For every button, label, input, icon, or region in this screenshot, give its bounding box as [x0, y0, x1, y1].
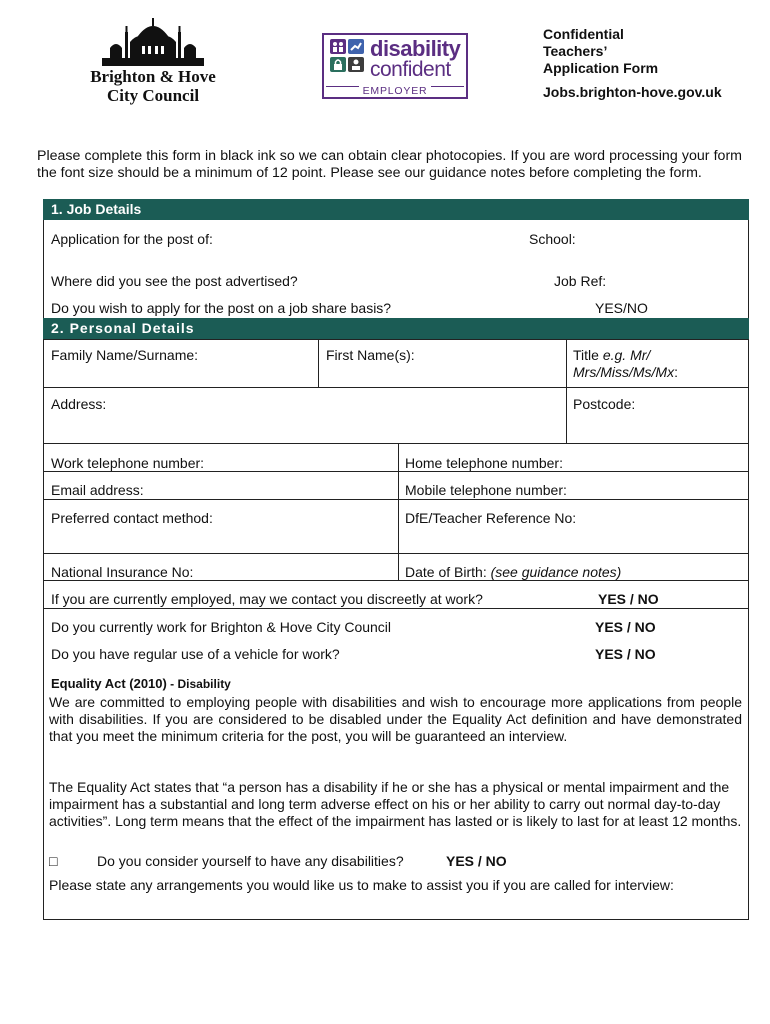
post-field-label: Application for the post of: [51, 231, 213, 247]
disability-confident-logo [322, 33, 468, 99]
vehicle-answer[interactable]: YES / NO [595, 646, 656, 662]
intro-paragraph: Please complete this form in black ink so we can obtain clear photocopies. If you are word processing your form the font size should be a minimum of 12 point. Please see our guidance notes before completing the form. [37, 148, 742, 181]
surname-field-label: Family Name/Surname: [51, 347, 199, 363]
school-field-label: School: [529, 231, 576, 247]
dob-note: (see guidance notes) [490, 564, 622, 580]
title-field-label [573, 347, 650, 364]
dc-employer-label [324, 85, 466, 97]
advertised-field-label: Where did you see the post advertised? [51, 273, 298, 289]
section1-header: 1. Job Details [43, 199, 749, 220]
arrangements-question: Please state any arrangements you would like us to make to assist you if you are called for interview: [49, 877, 674, 893]
col-divider [566, 339, 567, 443]
discreet-question: If you are currently employed, may we contact you discreetly at work? [51, 591, 483, 607]
work-tel-field-label: Work telephone number: [51, 455, 205, 471]
lock-icon [330, 57, 346, 72]
dob-label-text: Date of Birth: [405, 564, 491, 580]
postcode-field-label: Postcode: [573, 396, 636, 412]
divider [43, 499, 749, 500]
title-label-options: Mrs/Miss/Ms/Mx [573, 364, 675, 380]
divider [43, 443, 749, 444]
col-divider [398, 443, 399, 580]
people-icon [330, 39, 346, 54]
form-title-line2: Teachers’ [543, 43, 608, 59]
bhcc-question: Do you currently work for Brighton & Hove City Council [51, 619, 392, 635]
person-icon [348, 57, 364, 72]
dfe-field-label: DfE/Teacher Reference No: [405, 510, 577, 526]
equality-paragraph-2: The Equality Act states that “a person has a disability if he or she has a physical or mental impairment and the impairment has a substantial and long term adverse effect on his or her ability to carry out normal day-to-day activities”. Long term means that the effect of the impairment has lasted or is likely to last for at least 12 months. [49, 779, 742, 829]
jobshare-question: Do you wish to apply for the post on a job share basis? [51, 300, 392, 316]
col-divider [318, 339, 319, 387]
council-logo [78, 18, 228, 110]
pavilion-icon [100, 18, 206, 68]
ni-field-label: National Insurance No: [51, 564, 194, 580]
contact-method-field-label: Preferred contact method: [51, 510, 213, 526]
discreet-answer[interactable]: YES / NO [598, 591, 659, 607]
divider [43, 387, 749, 388]
equality-heading [51, 675, 231, 693]
jobref-field-label: Job Ref: [554, 273, 607, 289]
title-label-text: Title [573, 347, 603, 363]
form-title-line1: Confidential [543, 26, 624, 42]
dob-field-label [405, 564, 621, 581]
mobile-field-label: Mobile telephone number: [405, 482, 567, 498]
title-field-label-cont [573, 364, 678, 381]
jobshare-answer[interactable]: YES/NO [595, 300, 648, 316]
form-title [543, 26, 763, 77]
equality-paragraph-1: We are committed to employing people with disabilities and wish to encourage more applications from people with disabilities. If you are considered to be disabled under the Equality Act definition and have demonstrated that you meet the minimum criteria for the post, you will be guaranteed an interview. [49, 694, 742, 744]
disability-question: Do you consider yourself to have any disabilities? [97, 853, 404, 869]
divider [43, 608, 749, 609]
home-tel-field-label: Home telephone number: [405, 455, 563, 471]
title-label-colon: : [674, 364, 678, 380]
council-name-line2: City Council [106, 86, 200, 105]
bhcc-answer[interactable]: YES / NO [595, 619, 656, 635]
disability-checkbox[interactable]: □ [49, 853, 58, 869]
address-field-label: Address: [51, 396, 107, 412]
title-label-example: e.g. Mr/ [602, 347, 651, 363]
chart-icon [348, 39, 364, 54]
email-field-label: Email address: [51, 482, 144, 498]
vehicle-question: Do you have regular use of a vehicle for work? [51, 646, 340, 662]
form-title-line3: Application Form [543, 60, 659, 76]
firstname-field-label: First Name(s): [326, 347, 415, 363]
website-link[interactable]: Jobs.brighton-hove.gov.uk [543, 84, 722, 100]
section2-header: 2. Personal Details [43, 318, 749, 339]
divider [43, 553, 749, 554]
dc-word-confident: confident [370, 58, 451, 81]
disability-answer[interactable]: YES / NO [446, 853, 507, 869]
dc-word-disability: disability [370, 36, 461, 61]
equality-heading-topic: - Disability [166, 677, 231, 691]
divider [43, 339, 749, 340]
equality-heading-act: Equality Act (2010) [51, 676, 167, 691]
council-name-line1: Brighton & Hove [90, 67, 216, 86]
dc-word-employer: EMPLOYER [359, 85, 432, 97]
